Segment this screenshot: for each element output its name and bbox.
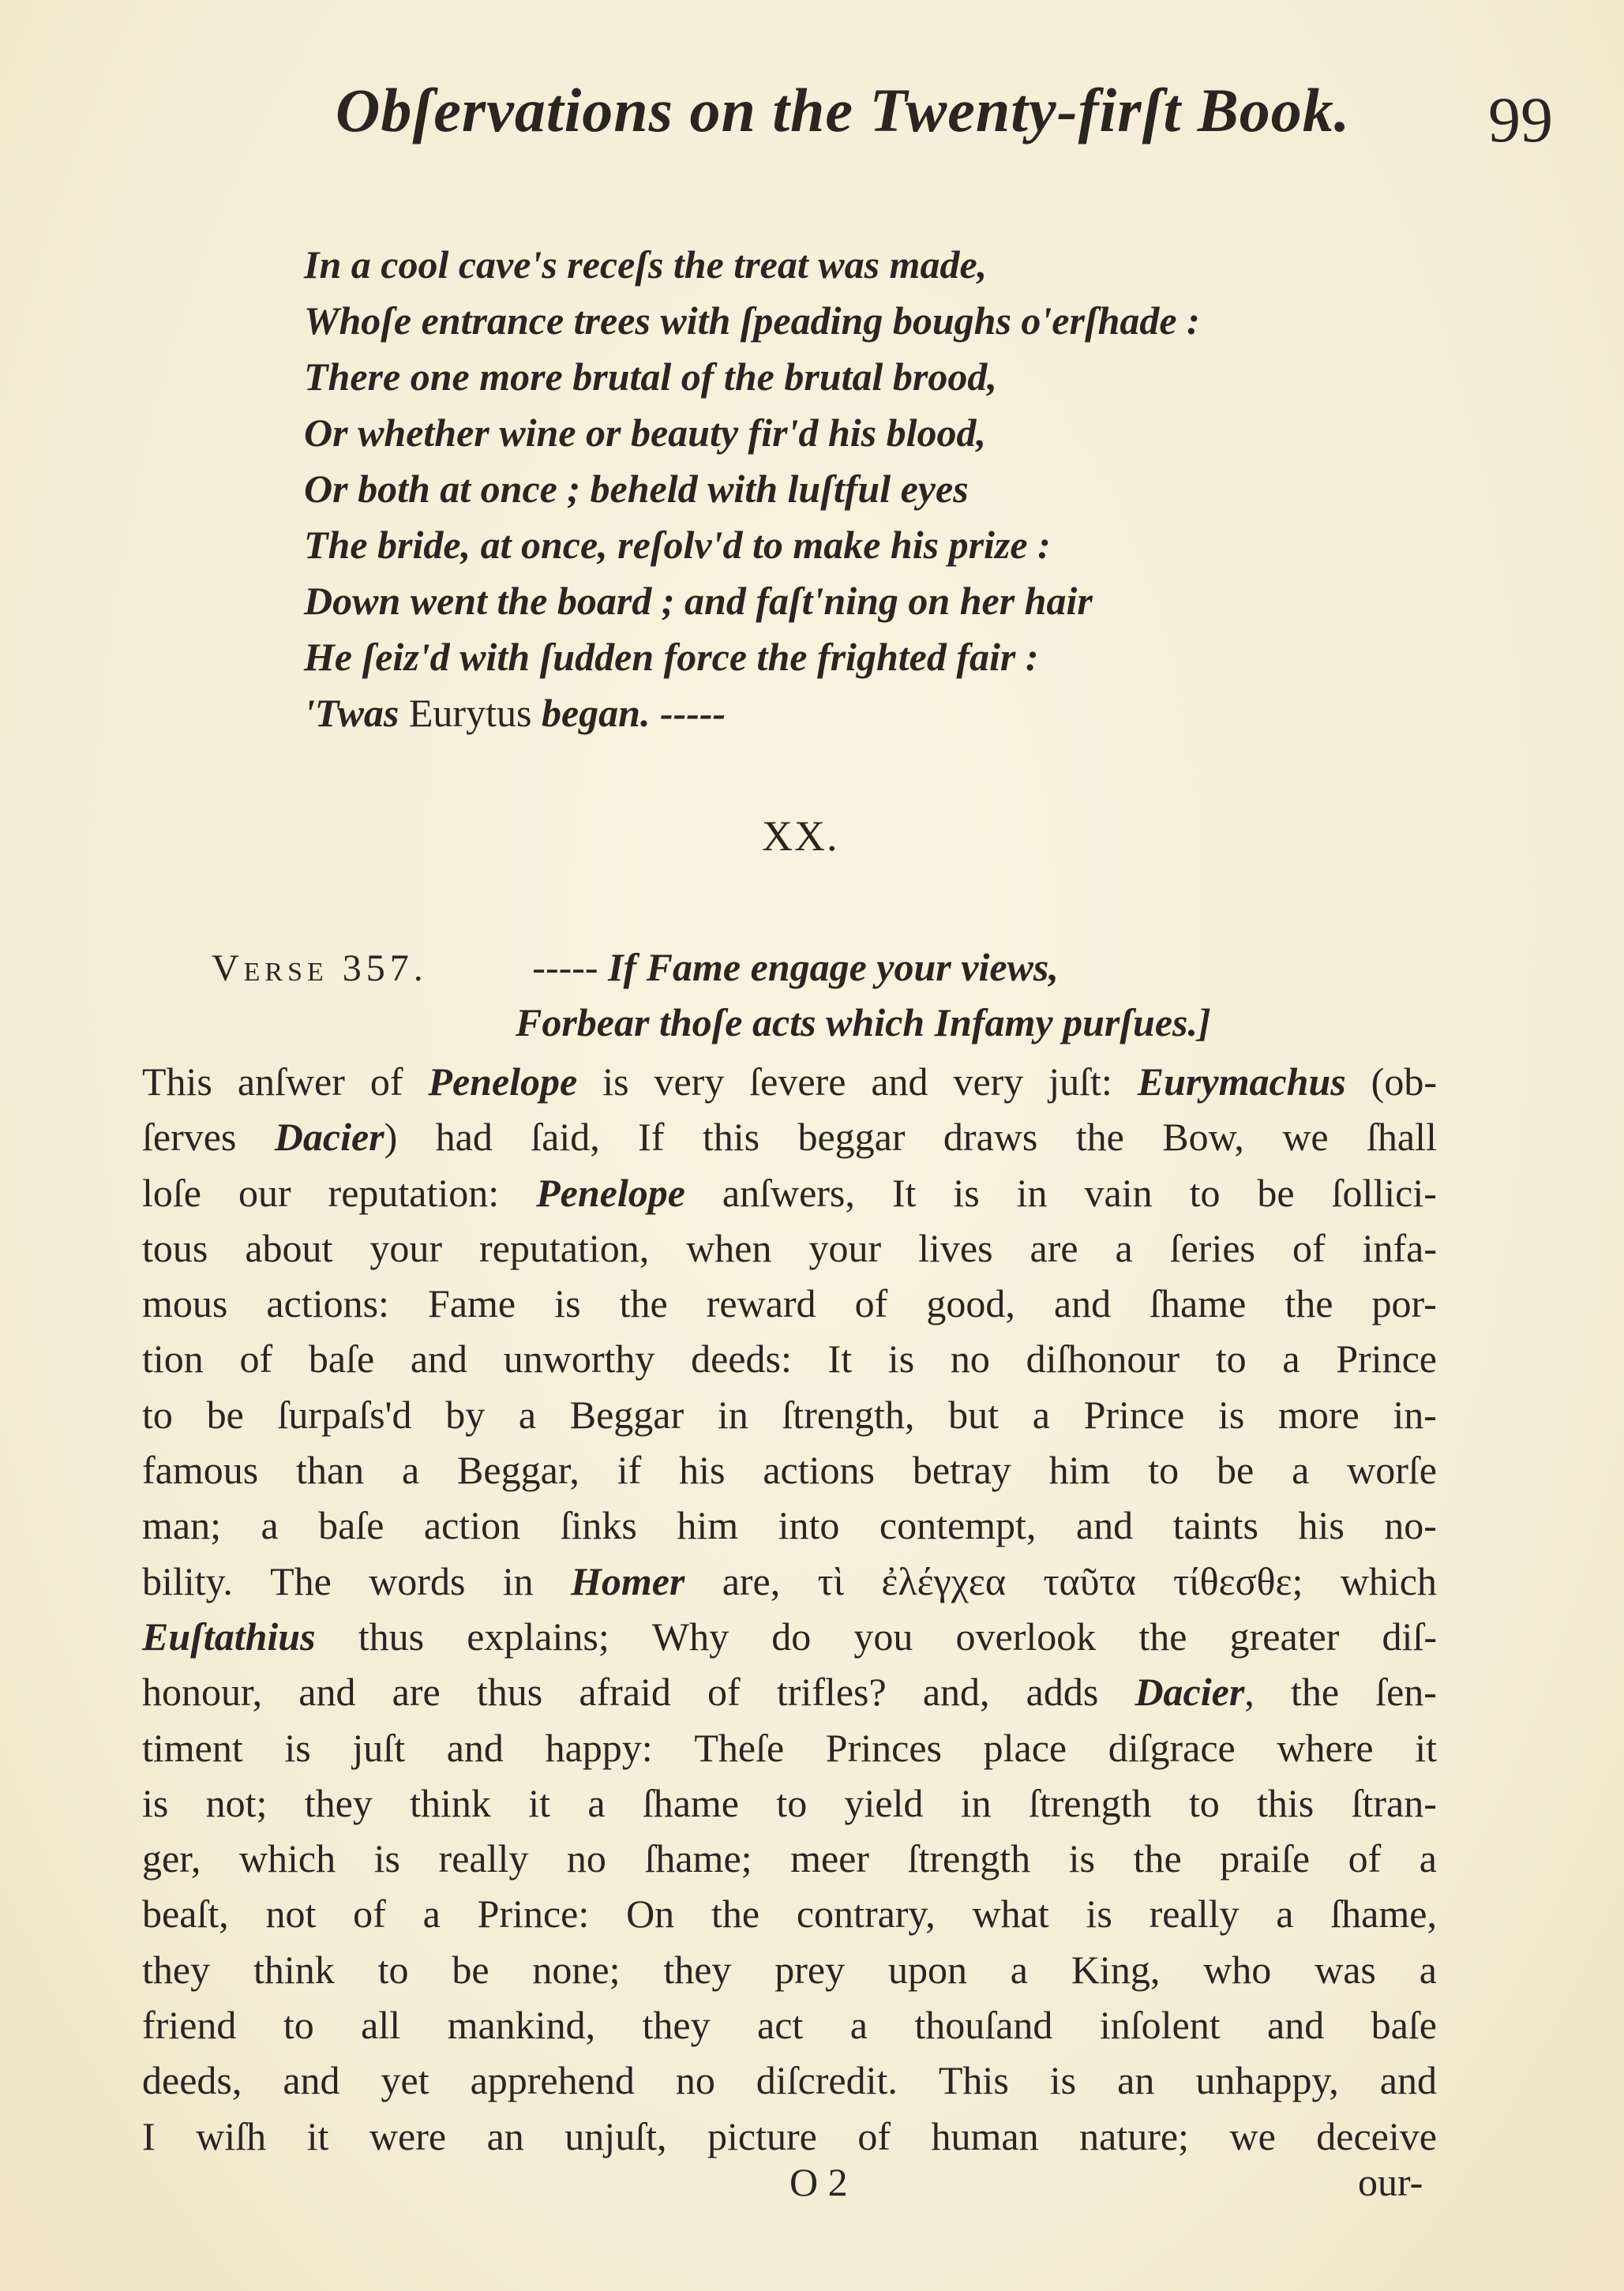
body-word: trifles? xyxy=(776,1670,887,1715)
body-word: Beggar xyxy=(569,1392,684,1437)
body-word: him xyxy=(1048,1448,1111,1493)
page-number: 99 xyxy=(1488,84,1553,156)
body-word: human xyxy=(931,2113,1039,2158)
body-word: a xyxy=(1276,1892,1294,1937)
verse-line: Or both at once ; beheld with luſtful eyes xyxy=(304,467,969,511)
body-word: you xyxy=(853,1614,913,1659)
body-word: had xyxy=(435,1115,493,1160)
body-word: is xyxy=(554,1281,581,1326)
body-word: juſt: xyxy=(1048,1059,1112,1104)
body-word: ſtran- xyxy=(1351,1780,1437,1825)
body-word: not xyxy=(265,1892,317,1937)
body-word: in xyxy=(502,1558,534,1603)
body-word: a xyxy=(1010,1947,1028,1992)
commentary-body xyxy=(142,1054,1437,2164)
body-word: baſe xyxy=(308,1337,375,1382)
verse-dash: ----- xyxy=(532,945,598,989)
body-line xyxy=(142,1109,1437,1164)
body-word: and xyxy=(446,1725,504,1770)
body-word: Eurymachus xyxy=(1137,1059,1346,1104)
body-word: and xyxy=(283,2058,340,2103)
body-word: ſhame xyxy=(642,1780,739,1825)
body-word: praiſe xyxy=(1220,1836,1311,1881)
body-word: famous xyxy=(142,1448,259,1493)
body-word: very xyxy=(654,1059,725,1104)
body-word: words xyxy=(369,1558,466,1603)
body-word: good, xyxy=(926,1281,1015,1326)
body-word: If xyxy=(638,1115,665,1160)
body-word: are, xyxy=(722,1558,781,1603)
body-word: a xyxy=(518,1392,537,1437)
body-word: this xyxy=(702,1115,760,1160)
body-word: by xyxy=(445,1392,486,1437)
body-word: not; xyxy=(205,1780,268,1825)
body-word: are xyxy=(1030,1225,1078,1270)
body-word: Bow, xyxy=(1162,1115,1244,1160)
body-word: none; xyxy=(532,1947,621,1992)
body-word: ſtrength, xyxy=(782,1392,915,1437)
body-word: but xyxy=(948,1392,1000,1437)
body-word: I xyxy=(142,2113,156,2158)
body-word: ſhame xyxy=(1150,1281,1247,1326)
body-word: were xyxy=(369,2113,447,2158)
body-word: τίθεσθε; xyxy=(1173,1558,1303,1603)
body-word: unhappy, xyxy=(1195,2058,1339,2103)
body-word: reward xyxy=(706,1281,816,1326)
body-word: in xyxy=(960,1780,992,1825)
body-word: all xyxy=(361,2003,401,2048)
body-word: and, xyxy=(922,1670,990,1715)
body-word: actions xyxy=(763,1448,875,1493)
body-word: ſhame, xyxy=(1330,1892,1437,1937)
body-word: apprehend xyxy=(470,2058,635,2103)
body-word: be xyxy=(452,1947,489,1992)
body-word: is xyxy=(1217,1392,1245,1437)
body-word: they xyxy=(304,1780,373,1825)
body-word: It xyxy=(827,1337,853,1382)
body-word: a xyxy=(261,1503,279,1548)
body-word: is xyxy=(284,1725,311,1770)
body-word: more xyxy=(1278,1392,1360,1437)
body-line xyxy=(142,1387,1437,1442)
body-word: baſe xyxy=(1371,2003,1437,2048)
body-line xyxy=(142,1775,1437,1831)
verse-line: He ſeiz'd with ſudden force the frighted fair : xyxy=(304,635,1039,679)
body-line xyxy=(142,1442,1437,1498)
body-word: ſollici- xyxy=(1331,1170,1437,1215)
body-line xyxy=(142,2053,1437,2108)
body-word: to xyxy=(283,2003,314,2048)
body-word: be xyxy=(1257,1170,1295,1215)
body-word: the xyxy=(1075,1115,1124,1160)
body-word: and xyxy=(1267,2003,1325,2048)
body-word: ſerves xyxy=(142,1115,237,1160)
body-word: timent xyxy=(142,1725,243,1770)
body-word: wiſh xyxy=(196,2113,267,2158)
body-word: his xyxy=(1298,1503,1345,1548)
body-word: is xyxy=(1049,2058,1077,2103)
verse-last-name: Eurytus xyxy=(408,691,532,735)
body-word: is xyxy=(1086,1892,1112,1937)
body-word: they xyxy=(142,1947,211,1992)
body-word: of xyxy=(707,1670,741,1715)
body-word: is xyxy=(373,1836,400,1881)
body-word: upon xyxy=(887,1947,967,1992)
body-word: thouſand xyxy=(914,2003,1053,2048)
body-word: a xyxy=(1419,1947,1437,1992)
body-word: a xyxy=(1292,1448,1310,1493)
body-word: ſtrength xyxy=(1028,1780,1152,1825)
body-word: This xyxy=(142,1059,212,1104)
body-word: ἐλέγχεα xyxy=(881,1558,1007,1603)
body-word: Princes xyxy=(825,1725,942,1770)
body-word: worſe xyxy=(1347,1448,1437,1493)
body-line xyxy=(142,1331,1437,1386)
body-word: mous xyxy=(142,1281,228,1326)
body-word: in xyxy=(1016,1170,1048,1215)
body-word: of xyxy=(353,1892,386,1937)
body-word: is xyxy=(142,1780,169,1825)
body-word: who xyxy=(1203,1947,1272,1992)
body-word: picture xyxy=(707,2113,817,2158)
body-word: and xyxy=(410,1337,468,1382)
body-word: mankind, xyxy=(447,2003,596,2048)
body-word: it xyxy=(1415,1725,1437,1770)
body-word: thus xyxy=(358,1614,425,1659)
verse-last-prefix: 'Twas xyxy=(304,691,399,735)
body-word: inſolent xyxy=(1099,2003,1221,2048)
body-word: adds xyxy=(1026,1670,1099,1715)
body-word: of xyxy=(369,1059,403,1104)
body-word: Why xyxy=(651,1614,729,1659)
body-word: very xyxy=(953,1059,1024,1104)
body-word: do xyxy=(771,1614,812,1659)
body-word: which xyxy=(238,1836,336,1881)
body-word: no xyxy=(566,1836,606,1881)
catchword: our- xyxy=(1358,2160,1423,2204)
body-line xyxy=(142,1997,1437,2053)
body-word: juſt xyxy=(352,1725,406,1770)
body-word: actions: xyxy=(266,1281,389,1326)
section-number: XX. xyxy=(762,812,839,860)
body-word: friend xyxy=(142,2003,237,2048)
signature-mark: O 2 xyxy=(789,2160,848,2204)
body-line xyxy=(142,1664,1437,1719)
body-word: Dacier, xyxy=(1135,1670,1255,1715)
body-word: to xyxy=(1148,1448,1180,1493)
body-word: a xyxy=(422,1892,441,1937)
body-word: beggar xyxy=(797,1115,906,1160)
verse-ref-quote-2: Forbear thoſe acts which Infamy purſues.] xyxy=(516,1000,1211,1044)
body-word: in xyxy=(717,1392,748,1437)
body-word: is xyxy=(602,1059,629,1104)
body-word: diſcredit. xyxy=(756,2058,898,2103)
body-word: ſhall xyxy=(1367,1115,1437,1160)
verse-last-suffix: began. ----- xyxy=(541,691,726,735)
body-word: loſe xyxy=(142,1170,201,1215)
body-word: contempt, xyxy=(879,1503,1037,1548)
body-word: On xyxy=(626,1892,675,1937)
body-line xyxy=(142,1498,1437,1553)
body-word: than xyxy=(296,1448,365,1493)
body-word: bility. xyxy=(142,1558,233,1603)
body-word: of xyxy=(239,1337,273,1382)
body-word: they xyxy=(663,1947,732,1992)
body-word: an xyxy=(486,2113,524,2158)
body-line xyxy=(142,1831,1437,1886)
body-word: (ob- xyxy=(1371,1059,1437,1104)
body-word: anſwer xyxy=(237,1059,345,1104)
body-word: the xyxy=(711,1892,760,1937)
body-word: the xyxy=(1290,1670,1340,1715)
body-word: a xyxy=(587,1780,606,1825)
body-word: taints xyxy=(1172,1503,1258,1548)
body-word: King, xyxy=(1071,1947,1161,1992)
body-word: we xyxy=(1282,1115,1329,1160)
body-word: if xyxy=(617,1448,642,1493)
body-word: baſe xyxy=(318,1503,384,1548)
body-word: to xyxy=(1189,1170,1221,1215)
body-line xyxy=(142,1609,1437,1664)
body-word: and xyxy=(298,1670,356,1715)
body-line xyxy=(142,2109,1437,2164)
body-line xyxy=(142,1554,1437,1609)
body-word: ſen- xyxy=(1375,1670,1437,1715)
body-word: beaſt, xyxy=(142,1892,229,1937)
body-word: when xyxy=(686,1225,772,1270)
body-word: prey xyxy=(774,1947,846,1992)
body-word: man; xyxy=(142,1503,221,1548)
body-word: yield xyxy=(844,1780,924,1825)
body-word: diſgrace xyxy=(1108,1725,1236,1770)
body-line xyxy=(142,1720,1437,1775)
body-word: of xyxy=(1348,1836,1382,1881)
verse-ref-quote-1: If Fame engage your views, xyxy=(608,945,1059,989)
body-word: honour, xyxy=(142,1670,263,1715)
running-head: Obſervations on the Twenty-firſt Book. xyxy=(336,76,1351,144)
body-word: think xyxy=(253,1947,335,1992)
body-word: place xyxy=(983,1725,1067,1770)
body-word: to xyxy=(1215,1337,1247,1382)
verse-line: Or whether wine or beauty fir'd his blood, xyxy=(304,411,986,455)
body-line xyxy=(142,1942,1437,1997)
body-word: where xyxy=(1277,1725,1374,1770)
body-word: a xyxy=(401,1448,420,1493)
body-word: Penelope xyxy=(428,1059,578,1104)
body-word: act xyxy=(757,2003,804,2048)
body-word: a xyxy=(1282,1337,1300,1382)
body-word: the xyxy=(1133,1836,1182,1881)
body-word: The xyxy=(270,1558,332,1603)
verse-reference xyxy=(212,939,1475,1050)
body-word: Dacier) xyxy=(274,1115,398,1160)
body-word: explains; xyxy=(467,1614,609,1659)
body-word: betray xyxy=(912,1448,1011,1493)
body-word: ſinks xyxy=(560,1503,637,1548)
body-word: deeds, xyxy=(142,2058,242,2103)
body-word: about xyxy=(245,1225,333,1270)
body-word: it xyxy=(528,1780,551,1825)
body-word: of xyxy=(857,2113,891,2158)
body-word: to xyxy=(142,1392,173,1437)
body-word: our xyxy=(238,1170,291,1215)
body-word: τὶ xyxy=(817,1558,845,1603)
body-line xyxy=(142,1054,1437,1109)
body-word: is xyxy=(887,1337,915,1382)
body-word: reputation, xyxy=(479,1225,650,1270)
body-word: a xyxy=(1115,1225,1133,1270)
body-word: por- xyxy=(1371,1281,1437,1326)
body-line xyxy=(142,1165,1437,1220)
body-word: really xyxy=(1149,1892,1240,1937)
body-word: it xyxy=(306,2113,329,2158)
body-word: ſhame; xyxy=(644,1836,752,1881)
body-word: infa- xyxy=(1362,1225,1437,1270)
body-word: ſeries xyxy=(1169,1225,1255,1270)
body-word: diſ- xyxy=(1382,1614,1437,1659)
body-word: ger, xyxy=(142,1836,201,1881)
body-word: action xyxy=(423,1503,521,1548)
verse-line: Down went the board ; and faſt'ning on her hair xyxy=(304,579,1093,623)
body-word: nature; xyxy=(1079,2113,1189,2158)
body-word: Homer xyxy=(570,1558,685,1603)
body-word: his xyxy=(679,1448,726,1493)
body-word: meer xyxy=(790,1836,870,1881)
body-word: ſevere xyxy=(749,1059,846,1104)
body-word: greater xyxy=(1229,1614,1340,1659)
body-word: and xyxy=(1379,2058,1437,2103)
body-word: deceive xyxy=(1316,2113,1437,2158)
body-word: to xyxy=(1188,1780,1220,1825)
body-line xyxy=(142,1220,1437,1276)
body-word: which xyxy=(1340,1558,1437,1603)
body-word: are xyxy=(392,1670,441,1715)
body-word: tion xyxy=(142,1337,204,1382)
body-word: to xyxy=(377,1947,409,1992)
body-word: unjuſt, xyxy=(564,2113,667,2158)
body-word: overlook xyxy=(955,1614,1097,1659)
verse-line-last xyxy=(304,685,1409,741)
body-word: happy: xyxy=(545,1725,653,1770)
body-word: deeds: xyxy=(691,1337,792,1382)
verse-label: Verse 357. xyxy=(212,947,428,989)
body-word: we xyxy=(1229,2113,1276,2158)
body-word: It xyxy=(891,1170,917,1215)
body-word: and xyxy=(1053,1281,1112,1326)
body-word: Theſe xyxy=(694,1725,785,1770)
body-word: your xyxy=(369,1225,443,1270)
body-word: this xyxy=(1257,1780,1315,1825)
body-word: to xyxy=(776,1780,808,1825)
body-word: anſwers, xyxy=(722,1170,855,1215)
body-word: no- xyxy=(1384,1503,1437,1548)
verse-line: Whoſe entrance trees with ſpeading boughs o'erſhade : xyxy=(304,298,1200,343)
body-word: into xyxy=(778,1503,840,1548)
body-line xyxy=(142,1276,1437,1331)
body-word: a xyxy=(1032,1392,1050,1437)
body-word: tous xyxy=(142,1225,208,1270)
body-word: the xyxy=(619,1281,668,1326)
body-word: the xyxy=(1138,1614,1187,1659)
body-word: draws xyxy=(943,1115,1038,1160)
body-word: was xyxy=(1315,1947,1376,1992)
body-word: yet xyxy=(381,2058,429,2103)
verse-line: There one more brutal of the brutal brood, xyxy=(304,354,997,399)
body-word: in- xyxy=(1393,1392,1437,1437)
body-word: an xyxy=(1117,2058,1155,2103)
body-word: ſtrength xyxy=(907,1836,1031,1881)
body-word: afraid xyxy=(579,1670,671,1715)
body-word: Fame xyxy=(428,1281,516,1326)
body-word: be xyxy=(1217,1448,1255,1493)
verse-quotation xyxy=(304,237,1409,741)
body-word: reputation: xyxy=(328,1170,500,1215)
body-word: diſhonour xyxy=(1026,1337,1180,1382)
body-word: ſurpaſs'd xyxy=(277,1392,412,1437)
body-word: what xyxy=(972,1892,1049,1937)
body-word: really xyxy=(438,1836,529,1881)
body-word: Penelope xyxy=(536,1170,685,1215)
body-word: thus xyxy=(476,1670,543,1715)
body-line xyxy=(142,1886,1437,1941)
body-word: your xyxy=(808,1225,882,1270)
body-word: Prince xyxy=(1083,1392,1185,1437)
body-word: and xyxy=(871,1059,928,1104)
body-word: a xyxy=(1419,1836,1437,1881)
verse-line: In a cool cave's receſs the treat was made, xyxy=(304,242,988,287)
body-word: ſaid, xyxy=(531,1115,600,1160)
body-word: him xyxy=(677,1503,739,1548)
body-word: Beggar, xyxy=(457,1448,579,1493)
body-word: unworthy xyxy=(503,1337,655,1382)
body-word: Prince: xyxy=(477,1892,590,1937)
verse-line: The bride, at once, reſolv'd to make his prize : xyxy=(304,523,1051,567)
body-word: contrary, xyxy=(796,1892,936,1937)
body-word: be xyxy=(206,1392,244,1437)
body-word: is xyxy=(1068,1836,1095,1881)
body-word: vain xyxy=(1084,1170,1153,1215)
body-word: Prince xyxy=(1336,1337,1437,1382)
body-word: Euſtathius xyxy=(142,1614,316,1659)
body-word: think xyxy=(410,1780,491,1825)
body-word: lives xyxy=(918,1225,993,1270)
body-word: ταῦτα xyxy=(1043,1558,1136,1603)
body-word: a xyxy=(850,2003,868,2048)
body-word: the xyxy=(1285,1281,1333,1326)
body-word: no xyxy=(950,1337,990,1382)
body-word: is xyxy=(953,1170,980,1215)
body-word: This xyxy=(938,2058,1009,2103)
body-word: of xyxy=(854,1281,888,1326)
body-word: they xyxy=(642,2003,711,2048)
body-word: of xyxy=(1292,1225,1326,1270)
body-word: and xyxy=(1075,1503,1134,1548)
body-word: no xyxy=(675,2058,715,2103)
